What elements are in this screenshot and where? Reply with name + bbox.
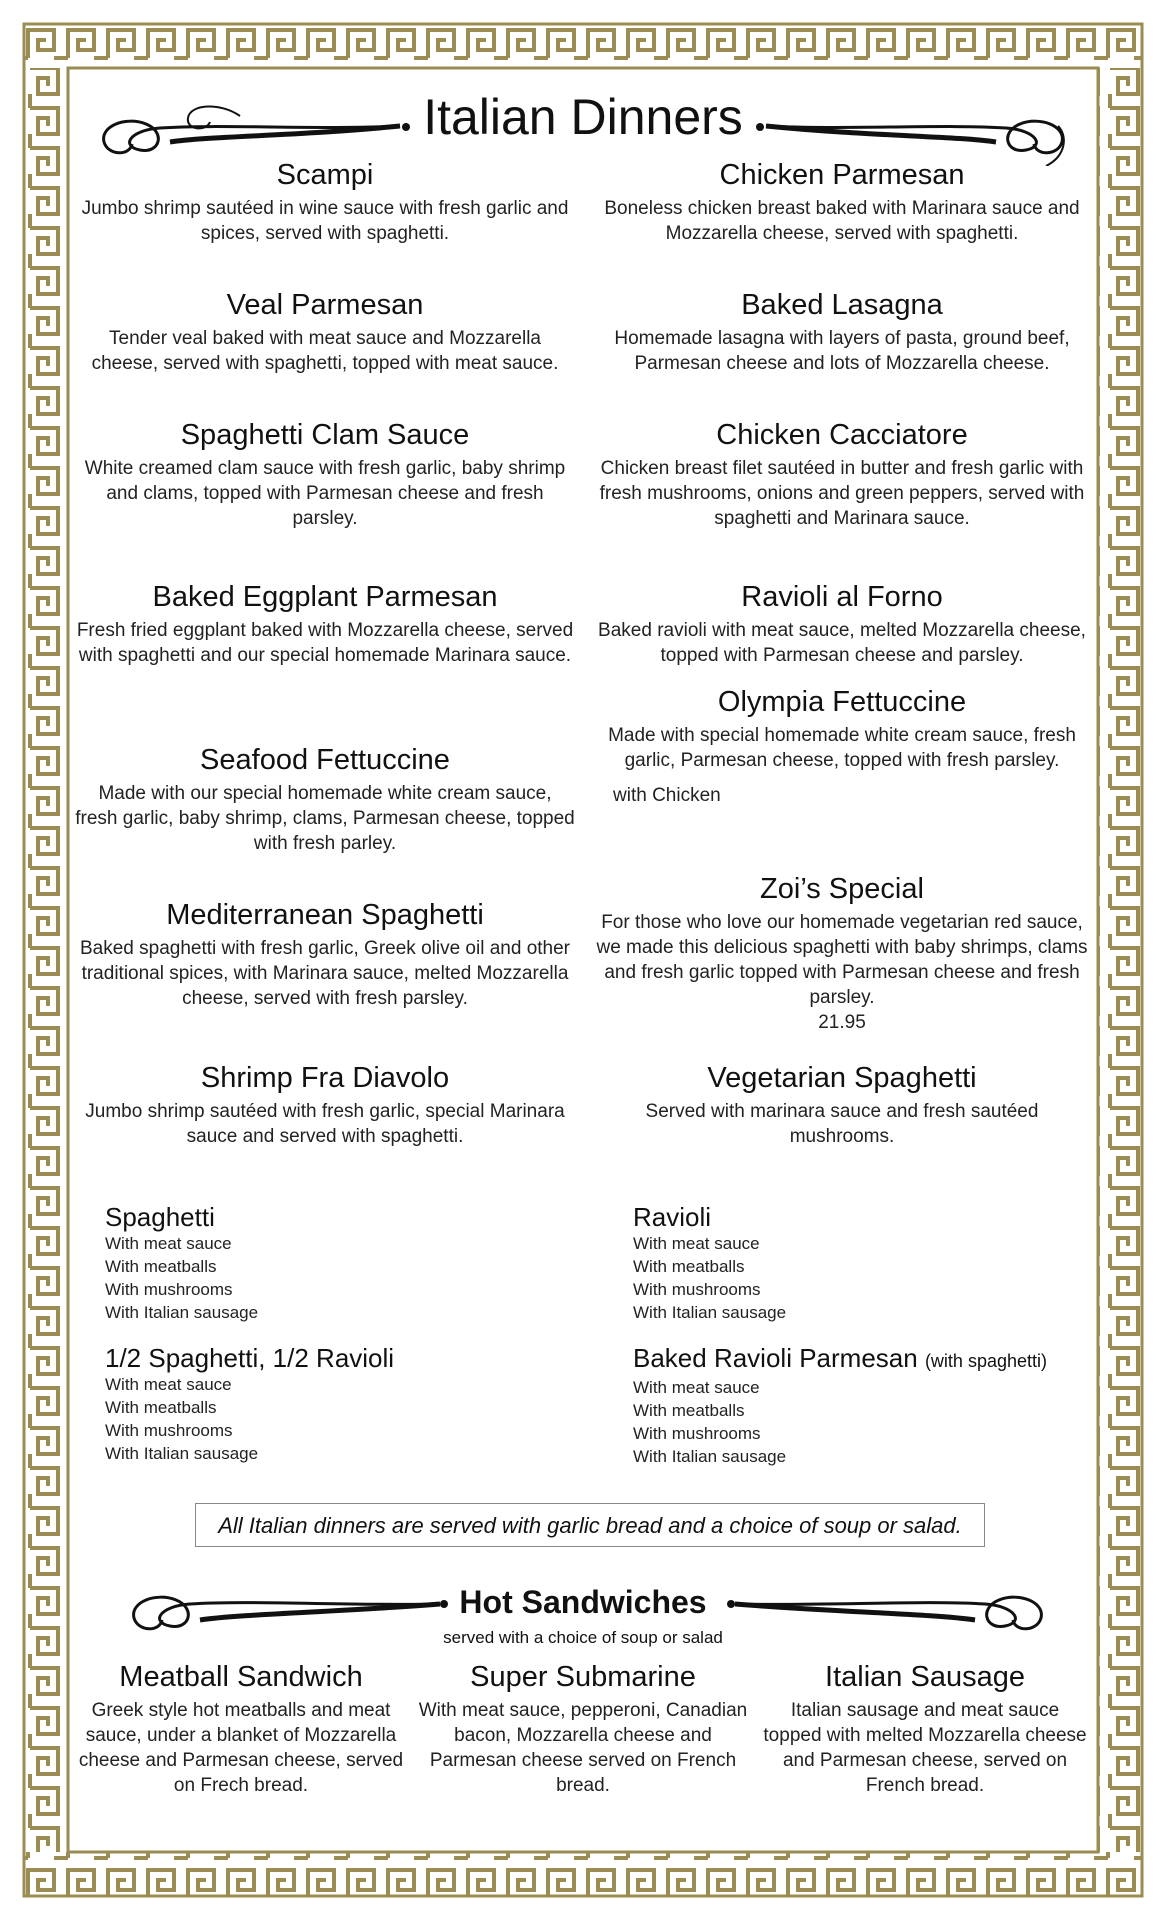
dish-desc: Made with our special homemade white cream sauce, fresh garlic, baby shrimp, clams, Parmesan cheese, topped with fresh parley.	[75, 783, 575, 854]
dish-olympia-fettuccine	[592, 685, 1092, 808]
sandwich-name: Super Submarine	[470, 1661, 696, 1693]
option-item: With meat sauce	[633, 1234, 760, 1253]
option-item: With Italian sausage	[633, 1303, 787, 1322]
dish-scampi	[75, 158, 575, 246]
option-item: With Italian sausage	[633, 1447, 787, 1466]
option-baked-ravioli-parmesan	[633, 1343, 1047, 1468]
option-item: With meat sauce	[633, 1378, 760, 1397]
dish-name: Baked Lasagna	[741, 289, 943, 321]
dish-name: Spaghetti Clam Sauce	[180, 419, 470, 451]
dish-name: Scampi	[276, 159, 374, 191]
sandwich-desc: Greek style hot meatballs and meat sauce, under a blanket of Mozzarella cheese and Parmesan cheese, served on Frech bread.	[78, 1700, 404, 1796]
sandwich-desc: With meat sauce, pepperoni, Canadian bacon, Mozzarella cheese and Parmesan cheese served on French bread.	[418, 1700, 748, 1796]
dish-name: Chicken Cacciatore	[716, 419, 968, 451]
option-spaghetti	[105, 1202, 258, 1324]
option-item: With meat sauce	[105, 1375, 232, 1394]
dish-name: Ravioli al Forno	[741, 581, 943, 613]
dish-seafood-fettuccine	[75, 743, 575, 856]
dish-desc: Boneless chicken breast baked with Marinara sauce and Mozzarella cheese, served with spaghetti.	[604, 198, 1080, 244]
dish-veal-parmesan	[75, 288, 575, 376]
dish-vegetarian-spaghetti	[592, 1061, 1092, 1149]
option-item: With mushrooms	[105, 1421, 233, 1440]
dish-desc: Jumbo shrimp sautéed with fresh garlic, special Marinara sauce and served with spaghetti.	[85, 1101, 565, 1147]
dish-price: 21.95	[818, 1012, 866, 1033]
dish-name: Olympia Fettuccine	[717, 686, 967, 718]
option-heading: 1/2 Spaghetti, 1/2 Ravioli	[105, 1343, 395, 1373]
dish-desc: Jumbo shrimp sautéed in wine sauce with fresh garlic and spices, served with spaghetti.	[81, 198, 569, 244]
option-item: With meatballs	[633, 1257, 745, 1276]
option-heading: Ravioli	[633, 1202, 712, 1232]
option-heading-text: Baked Ravioli Parmesan	[633, 1343, 918, 1373]
dish-name: Seafood Fettuccine	[200, 744, 450, 776]
dish-name: Veal Parmesan	[226, 289, 424, 321]
option-item: With Italian sausage	[105, 1303, 259, 1322]
option-half-and-half	[105, 1343, 394, 1465]
dish-spaghetti-clam-sauce	[75, 418, 575, 531]
dish-desc: Served with marinara sauce and fresh sautéed mushrooms.	[645, 1101, 1039, 1147]
option-item: With meatballs	[105, 1398, 217, 1417]
sandwich-italian-sausage	[760, 1660, 1090, 1798]
option-note: (with spaghetti)	[924, 1351, 1047, 1371]
dish-baked-lasagna	[592, 288, 1092, 376]
option-item: With meatballs	[105, 1257, 217, 1276]
dish-name: Baked Eggplant Parmesan	[152, 581, 498, 613]
dish-zois-special	[592, 872, 1092, 1035]
option-item: With mushrooms	[633, 1424, 761, 1443]
dish-desc: Chicken breast filet sautéed in butter and fresh garlic with fresh mushrooms, onions and green peppers, served with spaghetti and Marinara sauce.	[599, 458, 1085, 529]
option-heading	[633, 1343, 1047, 1376]
dish-name: Chicken Parmesan	[719, 159, 965, 191]
dish-name: Vegetarian Spaghetti	[707, 1062, 977, 1094]
option-item: With mushrooms	[633, 1280, 761, 1299]
dish-name: Mediterranean Spaghetti	[166, 899, 484, 931]
dish-desc: White creamed clam sauce with fresh garlic, baby shrimp and clams, topped with Parmesan cheese and fresh parsley.	[84, 458, 566, 529]
page-title: Italian Dinners	[423, 89, 743, 145]
dish-baked-eggplant-parmesan	[75, 580, 575, 668]
dish-desc: Tender veal baked with meat sauce and Mozzarella cheese, served with spaghetti, topped with meat sauce.	[91, 328, 559, 374]
dish-desc: Made with special homemade white cream sauce, fresh garlic, Parmesan cheese, topped with fresh parsley.	[608, 725, 1076, 771]
dish-desc: Fresh fried eggplant baked with Mozzarella cheese, served with spaghetti and our special homemade Marinara sauce.	[76, 620, 574, 666]
dish-desc: Baked ravioli with meat sauce, melted Mozzarella cheese, topped with Parmesan cheese and parsley.	[598, 620, 1086, 666]
dish-desc: Baked spaghetti with fresh garlic, Greek olive oil and other traditional spices, with Marinara sauce, melted Mozzarella cheese, served with fresh parsley.	[79, 938, 571, 1009]
option-item: With mushrooms	[105, 1280, 233, 1299]
dish-mediterranean-spaghetti	[75, 898, 575, 1011]
sandwich-desc: Italian sausage and meat sauce topped with melted Mozzarella cheese and Parmesan cheese, served on French bread.	[763, 1700, 1087, 1796]
sandwich-super-submarine	[418, 1660, 748, 1798]
dish-chicken-parmesan	[592, 158, 1092, 246]
footnote-box: All Italian dinners are served with garlic bread and a choice of soup or salad.	[195, 1503, 985, 1547]
option-item: With meatballs	[633, 1401, 745, 1420]
dish-desc: Homemade lasagna with layers of pasta, ground beef, Parmesan cheese and lots of Mozzarella cheese.	[614, 328, 1070, 374]
sandwiches-subtitle: served with a choice of soup or salad	[443, 1628, 723, 1647]
dish-name: Shrimp Fra Diavolo	[200, 1062, 450, 1094]
option-ravioli	[633, 1202, 786, 1324]
dish-name: Zoi’s Special	[760, 873, 924, 905]
dish-extra: with Chicken	[613, 785, 721, 806]
dish-shrimp-fra-diavolo	[75, 1061, 575, 1149]
sandwich-meatball	[76, 1660, 406, 1798]
sandwiches-title: Hot Sandwiches	[459, 1584, 707, 1620]
sandwich-name: Meatball Sandwich	[119, 1661, 363, 1693]
option-heading: Spaghetti	[105, 1202, 215, 1232]
dish-desc: For those who love our homemade vegetarian red sauce, we made this delicious spaghetti with baby shrimps, clams and fresh garlic topped with Parmesan cheese and fresh parsley.	[596, 912, 1088, 1008]
dish-ravioli-al-forno	[592, 580, 1092, 668]
option-item: With Italian sausage	[105, 1444, 259, 1463]
sandwich-name: Italian Sausage	[825, 1661, 1025, 1693]
option-item: With meat sauce	[105, 1234, 232, 1253]
dish-chicken-cacciatore	[592, 418, 1092, 531]
